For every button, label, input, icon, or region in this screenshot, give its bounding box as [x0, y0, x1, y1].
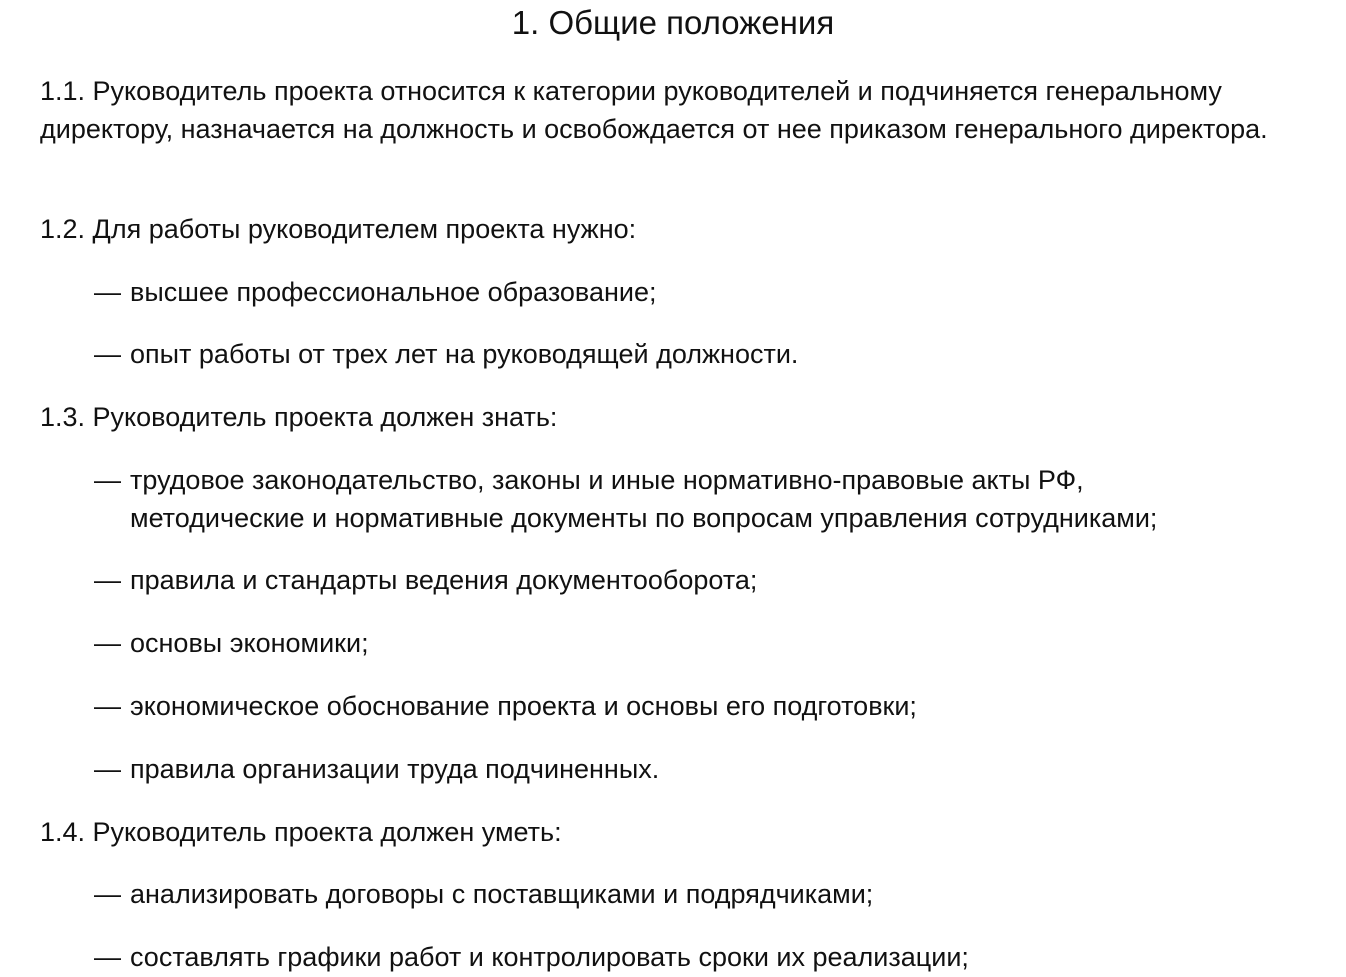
- list-item: [94, 688, 1324, 726]
- list-item: [94, 336, 1324, 374]
- list-item-text: правила и стандарты ведения документооборота;: [130, 565, 758, 595]
- list-item-text: составлять графики работ и контролировать сроки их реализации;: [130, 942, 969, 972]
- list-item-text: опыт работы от трех лет на руководящей должности.: [130, 339, 799, 369]
- list-item: [94, 625, 1324, 663]
- list-item-text: высшее профессиональное образование;: [130, 277, 657, 307]
- list-dash: —: [94, 691, 121, 721]
- list-dash: —: [94, 754, 121, 784]
- list-item: [94, 751, 1324, 789]
- list-dash: —: [94, 942, 121, 972]
- list-item-text: основы экономики;: [130, 628, 369, 658]
- list-dash: —: [94, 628, 121, 658]
- list-item-text: трудовое законодательство, законы и иные нормативно-правовые акты РФ, методические и нормативные документы по вопросам управления сотрудниками;: [130, 465, 1158, 533]
- paragraph-1-1: 1.1. Руководитель проекта относится к категории руководителей и подчиняется генеральному директору, назначается на должность и освобождается от нее приказом генерального директора.: [40, 76, 1268, 144]
- list-item-text: экономическое обоснование проекта и основы его подготовки;: [130, 691, 917, 721]
- list-item: [94, 462, 1244, 537]
- list-dash: —: [94, 879, 121, 909]
- list-dash: —: [94, 565, 121, 595]
- list-dash: —: [94, 277, 121, 307]
- list-item: [94, 562, 1324, 600]
- list-item: [94, 876, 1324, 914]
- list-dash: —: [94, 465, 121, 495]
- paragraph-1-2: 1.2. Для работы руководителем проекта нужно:: [40, 214, 637, 244]
- list-dash: —: [94, 339, 121, 369]
- list-item-text: анализировать договоры с поставщиками и подрядчиками;: [130, 879, 874, 909]
- list-item: [94, 274, 1324, 312]
- list-item-text: правила организации труда подчиненных.: [130, 754, 660, 784]
- section-title: 1. Общие положения: [511, 4, 835, 41]
- paragraph-1-4: 1.4. Руководитель проекта должен уметь:: [40, 817, 562, 847]
- list-item: [94, 939, 1324, 977]
- paragraph-1-3: 1.3. Руководитель проекта должен знать:: [40, 402, 558, 432]
